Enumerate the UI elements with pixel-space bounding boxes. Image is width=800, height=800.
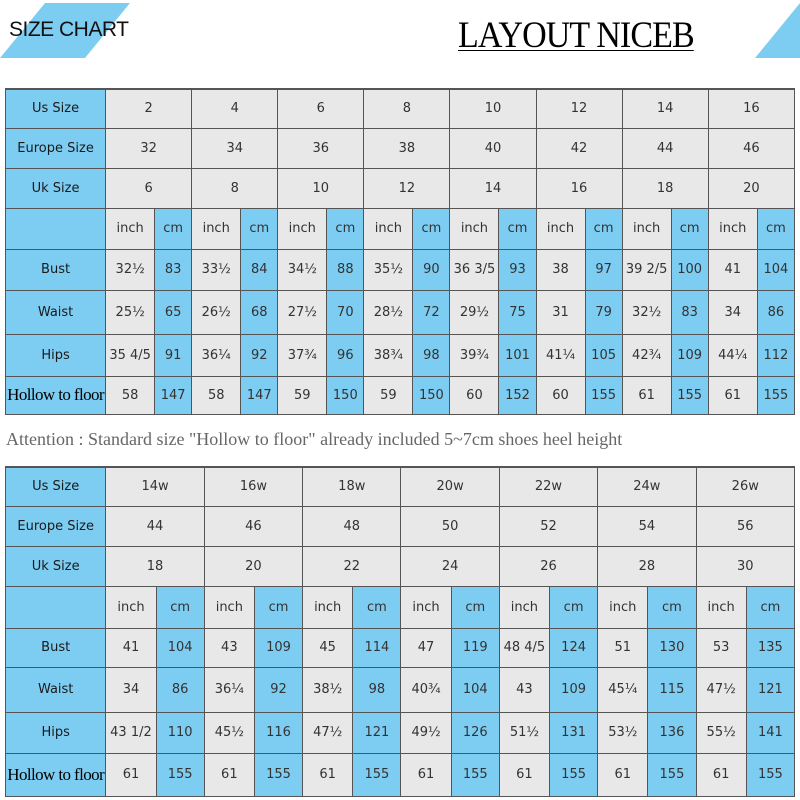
- hips-cm-cell: 98: [413, 334, 450, 376]
- bust-cm-cell: 84: [241, 249, 278, 290]
- us-size-cell: 24w: [598, 467, 696, 506]
- unit-inch-header: inch: [622, 208, 671, 249]
- waist-cm-cell: 98: [353, 667, 401, 712]
- uk-size-cell: 6: [106, 168, 192, 208]
- hollow-cm-cell: 155: [671, 376, 708, 414]
- table-row-us: [6, 89, 795, 128]
- unit-cm-header: cm: [499, 208, 536, 249]
- hips-cm-cell: 136: [648, 712, 696, 753]
- eu-size-cell: 36: [278, 128, 364, 168]
- eu-size-cell: 56: [696, 506, 794, 546]
- waist-cm-cell: 115: [648, 667, 696, 712]
- bust-inch-cell: 34½: [278, 249, 327, 290]
- row-label-hollow: Hollow to floor: [6, 376, 106, 414]
- row-label-uk: Uk Size: [6, 546, 106, 586]
- bust-inch-cell: 39 2/5: [622, 249, 671, 290]
- waist-cm-cell: 86: [757, 290, 794, 334]
- row-label-hips: Hips: [6, 334, 106, 376]
- hips-inch-cell: 41¼: [536, 334, 585, 376]
- bust-cm-cell: 90: [413, 249, 450, 290]
- us-size-cell: 4: [192, 89, 278, 128]
- uk-size-cell: 10: [278, 168, 364, 208]
- blank-label-cell: [6, 208, 106, 249]
- hollow-cm-cell: 152: [499, 376, 536, 414]
- waist-cm-cell: 79: [585, 290, 622, 334]
- eu-size-cell: 34: [192, 128, 278, 168]
- hollow-inch-cell: 59: [278, 376, 327, 414]
- bust-inch-cell: 45: [303, 628, 353, 667]
- table-row-uk: [6, 168, 795, 208]
- bust-inch-cell: 53: [696, 628, 746, 667]
- hollow-cm-cell: 155: [648, 753, 696, 796]
- unit-cm-header: cm: [648, 586, 696, 628]
- hips-inch-cell: 51½: [499, 712, 549, 753]
- bust-inch-cell: 33½: [192, 249, 241, 290]
- row-label-hips: Hips: [6, 712, 106, 753]
- bust-cm-cell: 124: [550, 628, 598, 667]
- hips-inch-cell: 36¼: [192, 334, 241, 376]
- unit-cm-header: cm: [746, 586, 794, 628]
- us-size-cell: 2: [106, 89, 192, 128]
- us-size-cell: 16: [708, 89, 794, 128]
- bust-cm-cell: 114: [353, 628, 401, 667]
- row-label-hollow: Hollow to floor: [6, 753, 106, 796]
- hips-inch-cell: 53½: [598, 712, 648, 753]
- hollow-cm-cell: 155: [757, 376, 794, 414]
- uk-size-cell: 18: [622, 168, 708, 208]
- table-row-hollow: [6, 376, 795, 414]
- bust-inch-cell: 41: [708, 249, 757, 290]
- uk-size-cell: 20: [204, 546, 302, 586]
- waist-inch-cell: 36¼: [204, 667, 254, 712]
- hollow-inch-cell: 61: [204, 753, 254, 796]
- uk-size-cell: 8: [192, 168, 278, 208]
- uk-size-cell: 22: [303, 546, 401, 586]
- table-row-us: [6, 467, 795, 506]
- bust-cm-cell: 88: [327, 249, 364, 290]
- hips-cm-cell: 91: [155, 334, 192, 376]
- unit-cm-header: cm: [413, 208, 450, 249]
- uk-size-cell: 24: [401, 546, 499, 586]
- eu-size-cell: 52: [499, 506, 597, 546]
- hips-cm-cell: 141: [746, 712, 794, 753]
- unit-inch-header: inch: [364, 208, 413, 249]
- waist-inch-cell: 29½: [450, 290, 499, 334]
- hips-cm-cell: 131: [550, 712, 598, 753]
- bust-inch-cell: 41: [106, 628, 156, 667]
- us-size-cell: 6: [278, 89, 364, 128]
- unit-cm-header: cm: [241, 208, 278, 249]
- hollow-inch-cell: 60: [450, 376, 499, 414]
- unit-inch-header: inch: [192, 208, 241, 249]
- hollow-cm-cell: 155: [451, 753, 499, 796]
- unit-inch-header: inch: [450, 208, 499, 249]
- unit-inch-header: inch: [708, 208, 757, 249]
- unit-cm-header: cm: [254, 586, 302, 628]
- row-label-us: Us Size: [6, 89, 106, 128]
- waist-cm-cell: 65: [155, 290, 192, 334]
- bust-cm-cell: 104: [156, 628, 204, 667]
- waist-inch-cell: 47½: [696, 667, 746, 712]
- eu-size-cell: 42: [536, 128, 622, 168]
- bust-cm-cell: 100: [671, 249, 708, 290]
- hips-cm-cell: 109: [671, 334, 708, 376]
- waist-cm-cell: 104: [451, 667, 499, 712]
- hollow-inch-cell: 61: [708, 376, 757, 414]
- hips-cm-cell: 96: [327, 334, 364, 376]
- waist-inch-cell: 40¾: [401, 667, 451, 712]
- bust-cm-cell: 109: [254, 628, 302, 667]
- row-label-bust: Bust: [6, 628, 106, 667]
- unit-cm-header: cm: [156, 586, 204, 628]
- hips-inch-cell: 49½: [401, 712, 451, 753]
- unit-inch-header: inch: [278, 208, 327, 249]
- waist-inch-cell: 28½: [364, 290, 413, 334]
- hollow-inch-cell: 59: [364, 376, 413, 414]
- hips-cm-cell: 112: [757, 334, 794, 376]
- uk-size-cell: 16: [536, 168, 622, 208]
- us-size-cell: 8: [364, 89, 450, 128]
- waist-inch-cell: 43: [499, 667, 549, 712]
- bust-cm-cell: 119: [451, 628, 499, 667]
- hollow-cm-cell: 155: [585, 376, 622, 414]
- waist-inch-cell: 31: [536, 290, 585, 334]
- hollow-inch-cell: 61: [598, 753, 648, 796]
- corner-decoration: [750, 3, 800, 58]
- hollow-inch-cell: 60: [536, 376, 585, 414]
- table-row-hips: [6, 334, 795, 376]
- hips-cm-cell: 92: [241, 334, 278, 376]
- blank-label-cell: [6, 586, 106, 628]
- table-row-eu: [6, 506, 795, 546]
- waist-inch-cell: 25½: [106, 290, 155, 334]
- row-label-eu: Europe Size: [6, 506, 106, 546]
- size-chart-label: SIZE CHART: [9, 18, 129, 41]
- table-row-unit: [6, 208, 795, 249]
- waist-cm-cell: 70: [327, 290, 364, 334]
- waist-inch-cell: 45¼: [598, 667, 648, 712]
- waist-cm-cell: 86: [156, 667, 204, 712]
- unit-inch-header: inch: [106, 208, 155, 249]
- hollow-cm-cell: 155: [550, 753, 598, 796]
- eu-size-cell: 38: [364, 128, 450, 168]
- hollow-cm-cell: 150: [327, 376, 364, 414]
- waist-cm-cell: 83: [671, 290, 708, 334]
- us-size-cell: 26w: [696, 467, 794, 506]
- unit-inch-header: inch: [204, 586, 254, 628]
- bust-cm-cell: 135: [746, 628, 794, 667]
- eu-size-cell: 40: [450, 128, 536, 168]
- hollow-cm-cell: 150: [413, 376, 450, 414]
- unit-inch-header: inch: [696, 586, 746, 628]
- attention-note: Attention : Standard size "Hollow to floor" already included 5~7cm shoes heel height: [6, 429, 623, 449]
- hips-inch-cell: 45½: [204, 712, 254, 753]
- unit-cm-header: cm: [451, 586, 499, 628]
- waist-inch-cell: 32½: [622, 290, 671, 334]
- unit-cm-header: cm: [757, 208, 794, 249]
- bust-inch-cell: 36 3/5: [450, 249, 499, 290]
- eu-size-cell: 50: [401, 506, 499, 546]
- uk-size-cell: 20: [708, 168, 794, 208]
- hollow-inch-cell: 61: [622, 376, 671, 414]
- unit-cm-header: cm: [353, 586, 401, 628]
- bust-inch-cell: 51: [598, 628, 648, 667]
- table-row-bust: [6, 628, 795, 667]
- size-table-plus: [5, 466, 795, 797]
- bust-cm-cell: 97: [585, 249, 622, 290]
- uk-size-cell: 26: [499, 546, 597, 586]
- waist-cm-cell: 75: [499, 290, 536, 334]
- row-label-waist: Waist: [6, 290, 106, 334]
- eu-size-cell: 46: [708, 128, 794, 168]
- row-label-uk: Uk Size: [6, 168, 106, 208]
- us-size-cell: 18w: [303, 467, 401, 506]
- waist-cm-cell: 72: [413, 290, 450, 334]
- table-row-eu: [6, 128, 795, 168]
- unit-cm-header: cm: [327, 208, 364, 249]
- hips-inch-cell: 47½: [303, 712, 353, 753]
- waist-cm-cell: 109: [550, 667, 598, 712]
- eu-size-cell: 46: [204, 506, 302, 546]
- hollow-cm-cell: 147: [155, 376, 192, 414]
- hips-inch-cell: 38¾: [364, 334, 413, 376]
- bust-cm-cell: 83: [155, 249, 192, 290]
- bust-inch-cell: 38: [536, 249, 585, 290]
- hips-cm-cell: 110: [156, 712, 204, 753]
- eu-size-cell: 32: [106, 128, 192, 168]
- hollow-inch-cell: 58: [106, 376, 155, 414]
- unit-cm-header: cm: [671, 208, 708, 249]
- eu-size-cell: 44: [622, 128, 708, 168]
- hollow-inch-cell: 61: [499, 753, 549, 796]
- waist-inch-cell: 27½: [278, 290, 327, 334]
- unit-cm-header: cm: [585, 208, 622, 249]
- row-label-us: Us Size: [6, 467, 106, 506]
- bust-inch-cell: 35½: [364, 249, 413, 290]
- row-label-bust: Bust: [6, 249, 106, 290]
- hollow-inch-cell: 61: [696, 753, 746, 796]
- hollow-inch-cell: 61: [401, 753, 451, 796]
- unit-inch-header: inch: [499, 586, 549, 628]
- hollow-cm-cell: 155: [353, 753, 401, 796]
- hips-cm-cell: 105: [585, 334, 622, 376]
- uk-size-cell: 28: [598, 546, 696, 586]
- uk-size-cell: 12: [364, 168, 450, 208]
- hips-inch-cell: 35 4/5: [106, 334, 155, 376]
- unit-inch-header: inch: [303, 586, 353, 628]
- table-row-uk: [6, 546, 795, 586]
- table-row-hips: [6, 712, 795, 753]
- eu-size-cell: 54: [598, 506, 696, 546]
- bust-inch-cell: 43: [204, 628, 254, 667]
- unit-inch-header: inch: [401, 586, 451, 628]
- hips-cm-cell: 126: [451, 712, 499, 753]
- waist-cm-cell: 92: [254, 667, 302, 712]
- row-label-waist: Waist: [6, 667, 106, 712]
- hips-cm-cell: 116: [254, 712, 302, 753]
- unit-inch-header: inch: [598, 586, 648, 628]
- hollow-inch-cell: 61: [303, 753, 353, 796]
- uk-size-cell: 14: [450, 168, 536, 208]
- uk-size-cell: 18: [106, 546, 204, 586]
- table-row-hollow: [6, 753, 795, 796]
- table-row-unit: [6, 586, 795, 628]
- us-size-cell: 14w: [106, 467, 204, 506]
- table-row-waist: [6, 667, 795, 712]
- hips-cm-cell: 121: [353, 712, 401, 753]
- eu-size-cell: 48: [303, 506, 401, 546]
- us-size-cell: 20w: [401, 467, 499, 506]
- waist-inch-cell: 38½: [303, 667, 353, 712]
- uk-size-cell: 30: [696, 546, 794, 586]
- hips-inch-cell: 55½: [696, 712, 746, 753]
- hollow-inch-cell: 61: [106, 753, 156, 796]
- us-size-cell: 16w: [204, 467, 302, 506]
- hollow-inch-cell: 58: [192, 376, 241, 414]
- bust-cm-cell: 130: [648, 628, 696, 667]
- brand-title: LAYOUT NICEB: [458, 15, 694, 56]
- unit-cm-header: cm: [550, 586, 598, 628]
- row-label-eu: Europe Size: [6, 128, 106, 168]
- table-row-bust: [6, 249, 795, 290]
- bust-inch-cell: 32½: [106, 249, 155, 290]
- hollow-cm-cell: 147: [241, 376, 278, 414]
- hollow-cm-cell: 155: [746, 753, 794, 796]
- waist-inch-cell: 34: [106, 667, 156, 712]
- bust-cm-cell: 104: [757, 249, 794, 290]
- bust-inch-cell: 47: [401, 628, 451, 667]
- waist-inch-cell: 26½: [192, 290, 241, 334]
- waist-inch-cell: 34: [708, 290, 757, 334]
- bust-inch-cell: 48 4/5: [499, 628, 549, 667]
- hips-cm-cell: 101: [499, 334, 536, 376]
- size-table-standard: [5, 88, 795, 415]
- us-size-cell: 10: [450, 89, 536, 128]
- us-size-cell: 12: [536, 89, 622, 128]
- table-row-waist: [6, 290, 795, 334]
- hips-inch-cell: 42¾: [622, 334, 671, 376]
- hollow-cm-cell: 155: [156, 753, 204, 796]
- hips-inch-cell: 43 1/2: [106, 712, 156, 753]
- unit-cm-header: cm: [155, 208, 192, 249]
- eu-size-cell: 44: [106, 506, 204, 546]
- waist-cm-cell: 68: [241, 290, 278, 334]
- hips-inch-cell: 44¼: [708, 334, 757, 376]
- hollow-cm-cell: 155: [254, 753, 302, 796]
- hips-inch-cell: 39¾: [450, 334, 499, 376]
- bust-cm-cell: 93: [499, 249, 536, 290]
- hips-inch-cell: 37¾: [278, 334, 327, 376]
- unit-inch-header: inch: [536, 208, 585, 249]
- unit-inch-header: inch: [106, 586, 156, 628]
- us-size-cell: 14: [622, 89, 708, 128]
- waist-cm-cell: 121: [746, 667, 794, 712]
- us-size-cell: 22w: [499, 467, 597, 506]
